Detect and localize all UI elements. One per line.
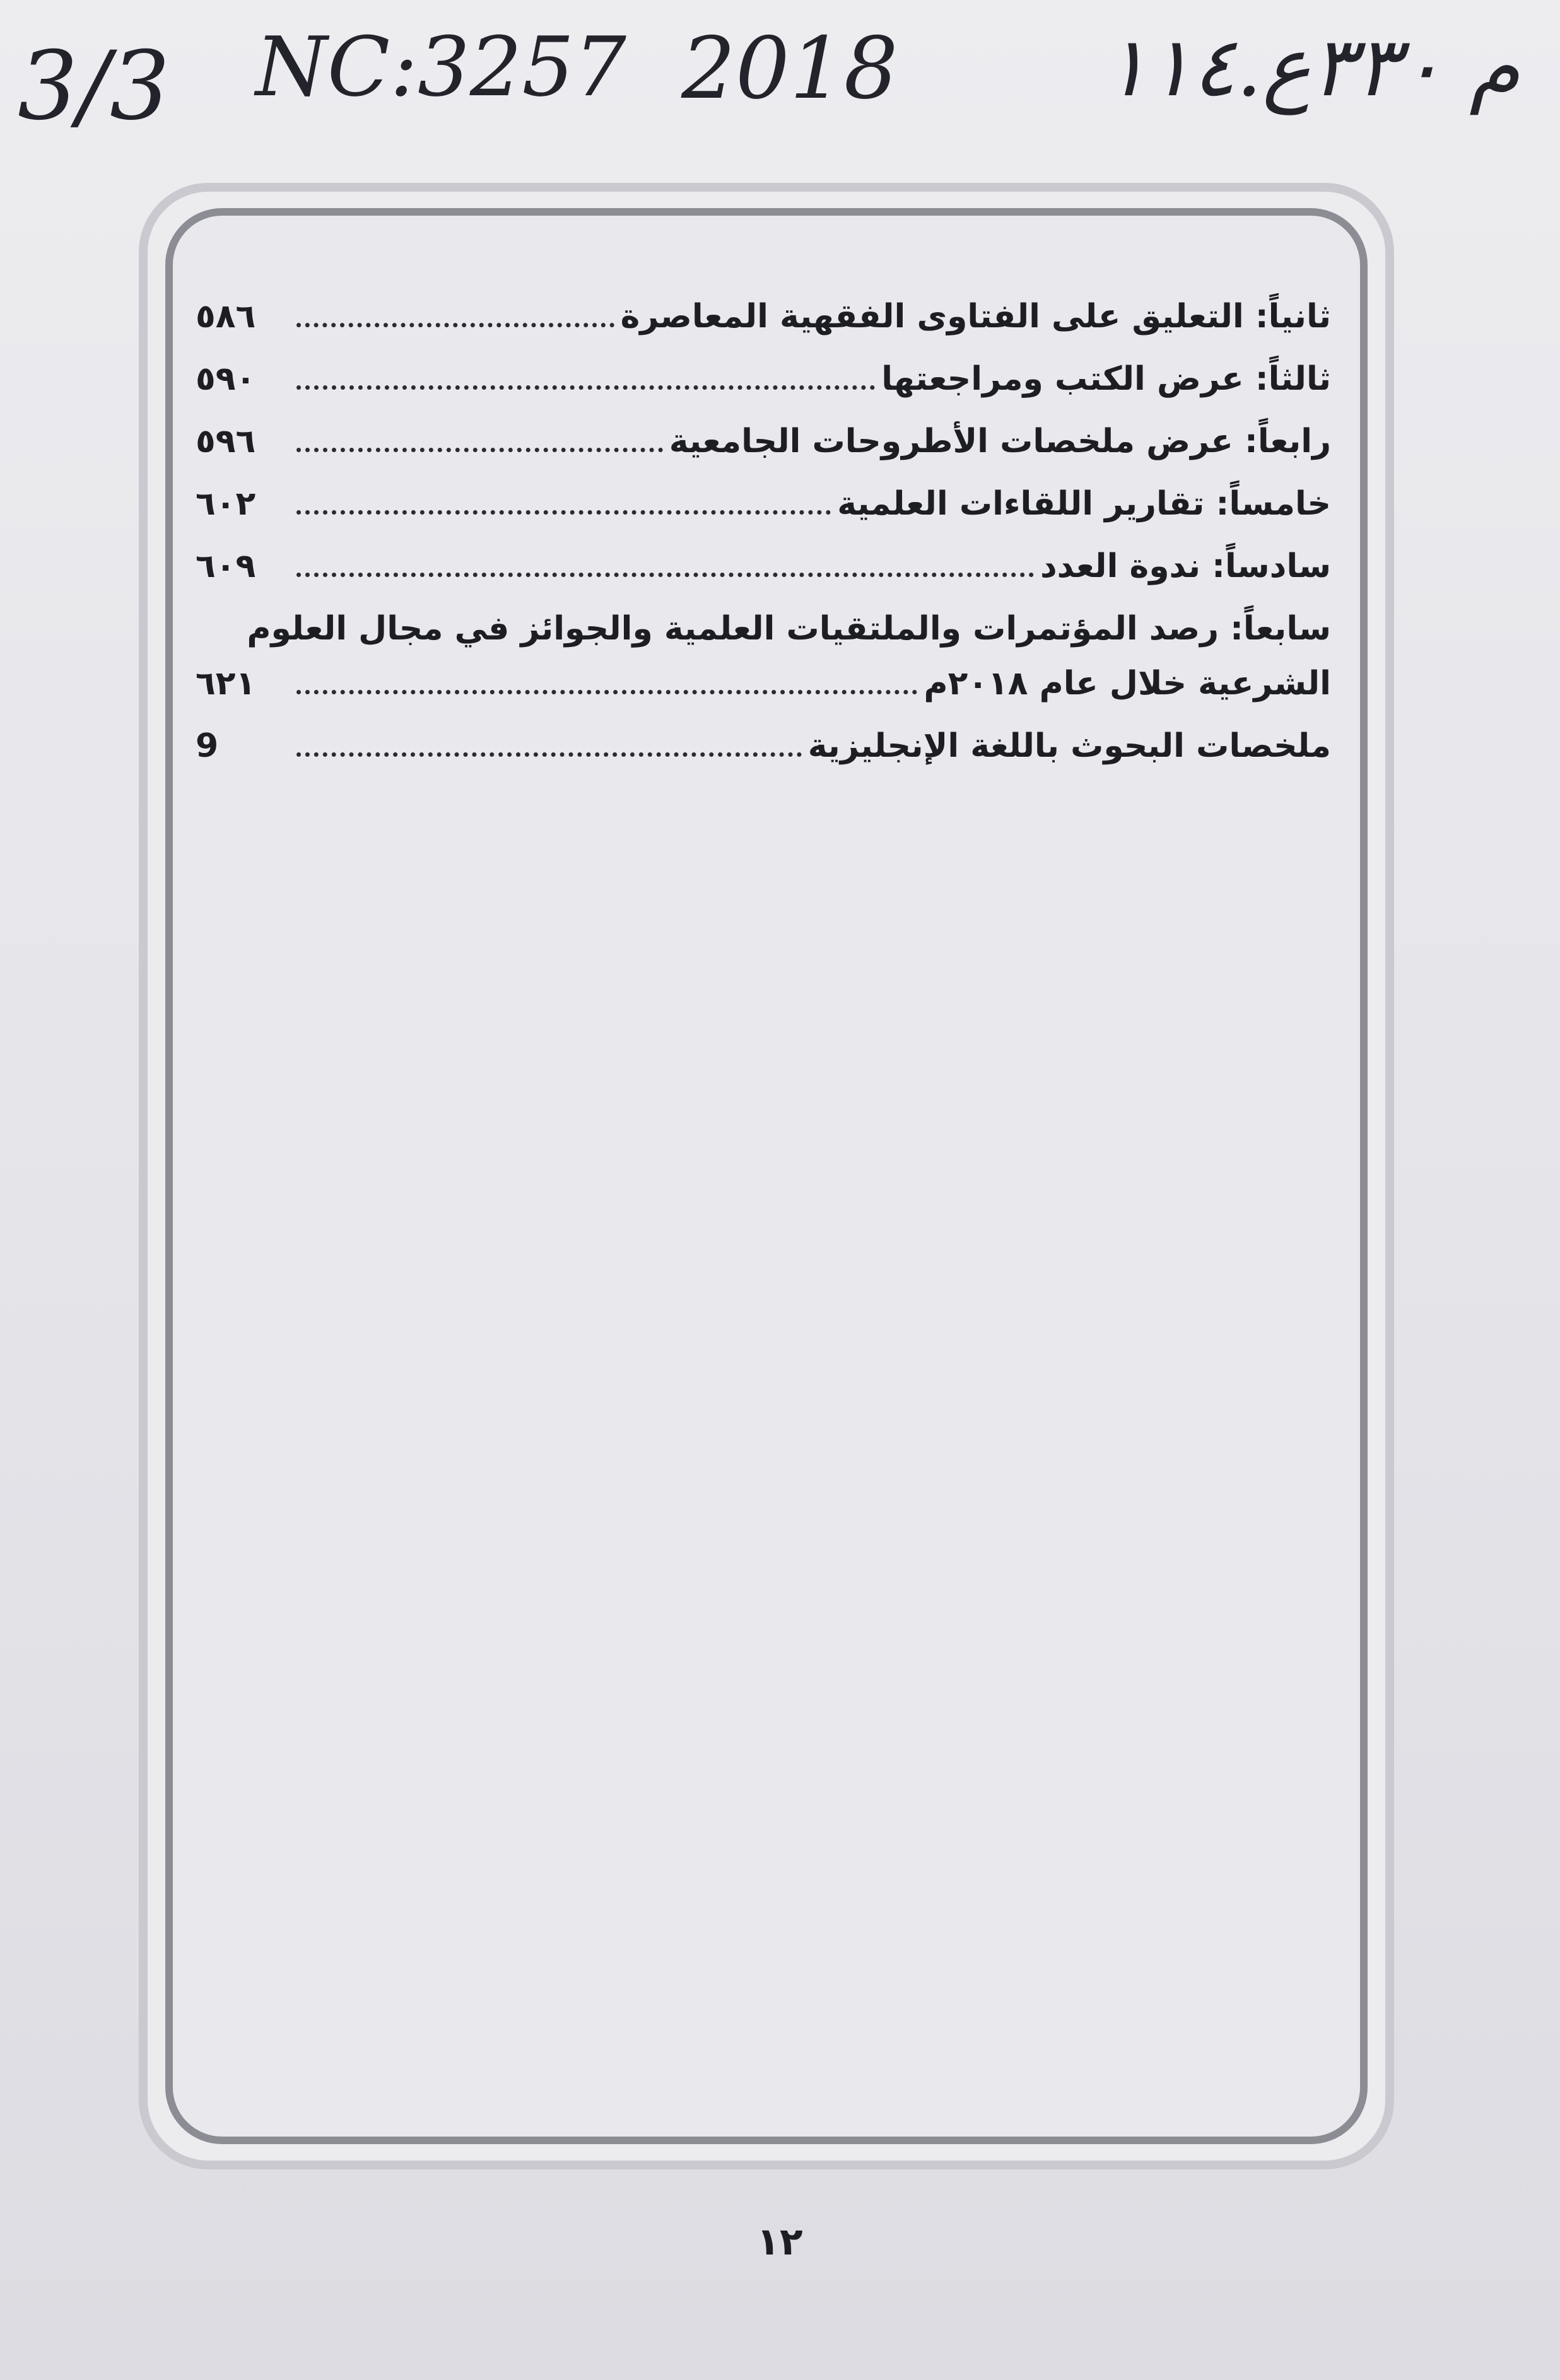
toc-entry-page: ٦٠٩: [196, 547, 256, 585]
toc-entry-title: ثانياً: التعليق على الفتاوى الفقهية المعاصرة: [620, 298, 1331, 335]
toc-entry-page: 9: [196, 727, 219, 765]
toc-entry-page: ٥٩٠: [196, 360, 256, 398]
toc-entry: [196, 359, 1331, 400]
toc-entry-title: خامساً: تقارير اللقاءات العلمية: [837, 485, 1331, 523]
toc-entry-title: رابعاً: عرض ملخصات الأطروحات الجامعية: [669, 423, 1331, 460]
page-number: ١٢: [756, 2220, 803, 2264]
toc-entry-page: ٥٨٦: [196, 298, 256, 335]
dot-leader: [296, 690, 917, 694]
toc-entry-page: ٥٩٦: [196, 423, 256, 460]
dot-leader: [296, 752, 802, 757]
toc-entry-title: سادساً: ندوة العدد: [1040, 547, 1331, 585]
dot-leader: [296, 323, 614, 327]
toc-entry-page: ٦٢١: [196, 665, 256, 703]
toc-entry-title: ملخصات البحوث باللغة الإنجليزية: [807, 727, 1331, 765]
dot-leader: [296, 510, 831, 515]
handwritten-year: 2018: [681, 19, 898, 118]
dot-leader: [296, 385, 875, 390]
handwritten-call-number: م ٣٣٠ع.١١٤: [1104, 19, 1520, 115]
toc-entry: [196, 663, 1331, 704]
dot-leader: [296, 448, 663, 452]
table-of-contents: [196, 296, 1331, 767]
handwritten-volume-note: 3/3: [18, 32, 170, 141]
handwritten-nc-number: NC:3257: [255, 19, 626, 115]
toc-entry: [196, 726, 1331, 767]
toc-entry-title: ثالثاً: عرض الكتب ومراجعتها: [881, 360, 1331, 398]
dot-leader: [296, 573, 1034, 577]
toc-entry: [196, 484, 1331, 525]
toc-entry-page: ٦٠٢: [196, 485, 256, 523]
toc-entry-title-line2: الشرعية خلال عام ٢٠١٨م: [924, 665, 1331, 703]
toc-entry-title-line1: سابعاً: رصد المؤتمرات والملتقيات العلمية والجوائز في مجال العلوم: [247, 610, 1331, 648]
toc-entry: [196, 296, 1331, 337]
toc-entry: [196, 546, 1331, 587]
toc-entry: [196, 421, 1331, 462]
